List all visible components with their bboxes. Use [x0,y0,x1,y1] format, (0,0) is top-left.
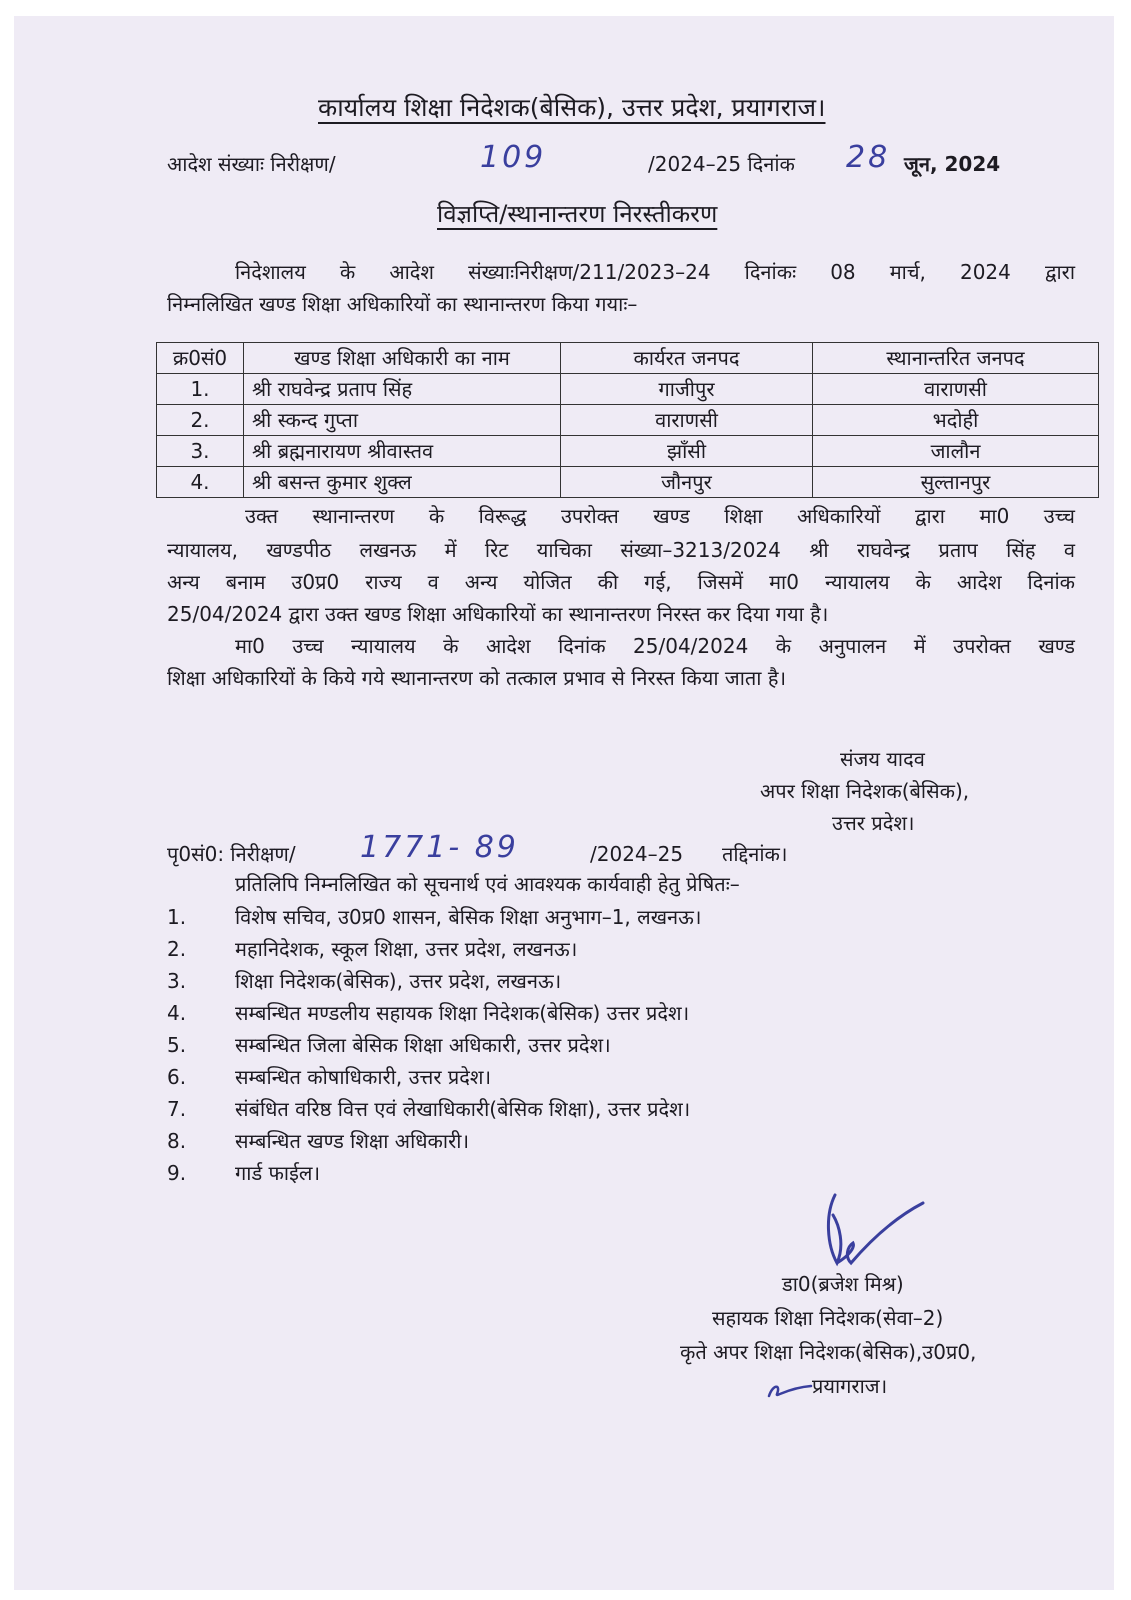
list-item-num: 8. [167,1129,187,1153]
order-month-year: जून, 2024 [904,152,1001,176]
cell-current-district: गाजीपुर [561,374,813,405]
list-item: सम्बन्धित मण्डलीय सहायक शिक्षा निदेशक(बेसिक) उत्तर प्रदेश। [235,1001,690,1025]
cell-transferred-district: सुल्तानपुर [813,467,1099,498]
list-item-num: 6. [167,1065,187,1089]
cell-transferred-district: वाराणसी [813,374,1099,405]
intro-line-2: निम्नलिखित खण्ड शिक्षा अधिकारियों का स्थानान्तरण किया गयाः– [167,292,638,316]
list-item-num: 1. [167,905,187,929]
list-item: गार्ड फाईल। [235,1161,321,1185]
signatory2-name: डा0(ब्रजेश मिश्र) [782,1272,904,1296]
cell-officer-name: श्री बसन्त कुमार शुक्ल [244,467,561,498]
order-number-handwritten: 109 [480,140,547,175]
para1-line-3: अन्य बनाम उ0प्र0 राज्य व अन्य योजित की गई, जिसमें मा0 न्यायालय के आदेश दिनांक [167,570,1075,594]
copy-line: प्रतिलिपि निम्नलिखित को सूचनार्थ एवं आवश्यक कार्यवाही हेतु प्रेषितः– [235,872,740,896]
table-row [157,374,1099,405]
para1-line-1: उक्त स्थानान्तरण के विरूद्ध उपरोक्त खण्ड शिक्षा अधिकारियों द्वारा मा0 उच्च [245,504,1075,528]
cell-current-district: झाँसी [561,436,813,467]
para2-line-2: शिक्षा अधिकारियों के किये गये स्थानान्तरण को तत्काल प्रभाव से निरस्त किया जाता है। [167,666,787,690]
endorsement-year-label: /2024–25 [590,842,684,866]
transfer-table [156,342,1099,498]
col-officer-name: खण्ड शिक्षा अधिकारी का नाम [244,343,561,374]
signatory1-designation: अपर शिक्षा निदेशक(बेसिक), [760,779,970,803]
list-item: विशेष सचिव, उ0प्र0 शासन, बेसिक शिक्षा अनुभाग–1, लखनऊ। [235,905,702,929]
col-serial: क्र0सं0 [157,343,244,374]
signatory2-for-line: कृते अपर शिक्षा निदेशक(बेसिक),उ0प्र0, [680,1340,977,1364]
cell-officer-name: श्री राघवेन्द्र प्रताप सिंह [244,374,561,405]
list-item-num: 5. [167,1033,187,1057]
list-item: सम्बन्धित कोषाधिकारी, उत्तर प्रदेश। [235,1065,492,1089]
list-item: महानिदेशक, स्कूल शिक्षा, उत्तर प्रदेश, लखनऊ। [235,937,578,961]
cell-serial: 4. [157,467,244,498]
endorsement-date-label: तद्दिनांक। [722,842,788,866]
table-header-row [157,343,1099,374]
signatory1-name: संजय यादव [840,747,925,771]
list-item-num: 3. [167,969,187,993]
order-year-date-label: /2024–25 दिनांक [648,152,795,176]
cell-current-district: जौनपुर [561,467,813,498]
cell-serial: 1. [157,374,244,405]
cell-transferred-district: भदोही [813,405,1099,436]
endorsement-label: पृ0सं0: निरीक्षण/ [167,842,296,866]
table-row [157,405,1099,436]
endorsement-number-handwritten: 1771- 89 [360,830,519,865]
signatory2-place: प्रयागराज। [812,1374,888,1398]
list-item: शिक्षा निदेशक(बेसिक), उत्तर प्रदेश, लखनऊ। [235,969,562,993]
table-row [157,436,1099,467]
office-title: कार्यालय शिक्षा निदेशक(बेसिक), उत्तर प्रदेश, प्रयागराज। [318,93,826,122]
table-row [157,467,1099,498]
para1-line-4: 25/04/2024 द्वारा उक्त खण्ड शिक्षा अधिकारियों का स्थानान्तरण निरस्त कर दिया गया है। [167,602,829,626]
list-item-num: 7. [167,1097,187,1121]
order-day-handwritten: 28 [846,140,891,175]
cell-current-district: वाराणसी [561,405,813,436]
para1-line-2: न्यायालय, खण्डपीठ लखनऊ में रिट याचिका संख्या–3213/2024 श्री राघवेन्द्र प्रताप सिंह व [167,538,1075,562]
cell-serial: 2. [157,405,244,436]
list-item: सम्बन्धित खण्ड शिक्षा अधिकारी। [235,1129,470,1153]
list-item: सम्बन्धित जिला बेसिक शिक्षा अधिकारी, उत्तर प्रदेश। [235,1033,611,1057]
subject-heading: विज्ञप्ति/स्थानान्तरण निरस्तीकरण [437,200,718,228]
list-item: संबंधित वरिष्ठ वित्त एवं लेखाधिकारी(बेसिक शिक्षा), उत्तर प्रदेश। [235,1097,691,1121]
initial-mark [765,1378,815,1402]
col-transferred-district: स्थानान्तरित जनपद [813,343,1099,374]
cell-serial: 3. [157,436,244,467]
para2-line-1: मा0 उच्च न्यायालय के आदेश दिनांक 25/04/2024 के अनुपालन में उपरोक्त खण्ड [235,634,1075,658]
signatory2-designation: सहायक शिक्षा निदेशक(सेवा–2) [712,1306,944,1330]
list-item-num: 4. [167,1001,187,1025]
cell-officer-name: श्री स्कन्द गुप्ता [244,405,561,436]
list-item-num: 2. [167,937,187,961]
col-current-district: कार्यरत जनपद [561,343,813,374]
intro-line-1: निदेशालय के आदेश संख्याःनिरीक्षण/211/2023–24 दिनांकः 08 मार्च, 2024 द्वारा [235,260,1075,284]
list-item-num: 9. [167,1161,187,1185]
cell-officer-name: श्री ब्रह्मनारायण श्रीवास्तव [244,436,561,467]
signatory1-state: उत्तर प्रदेश। [832,811,915,835]
cell-transferred-district: जालौन [813,436,1099,467]
order-label: आदेश संख्याः निरीक्षण/ [167,152,336,176]
